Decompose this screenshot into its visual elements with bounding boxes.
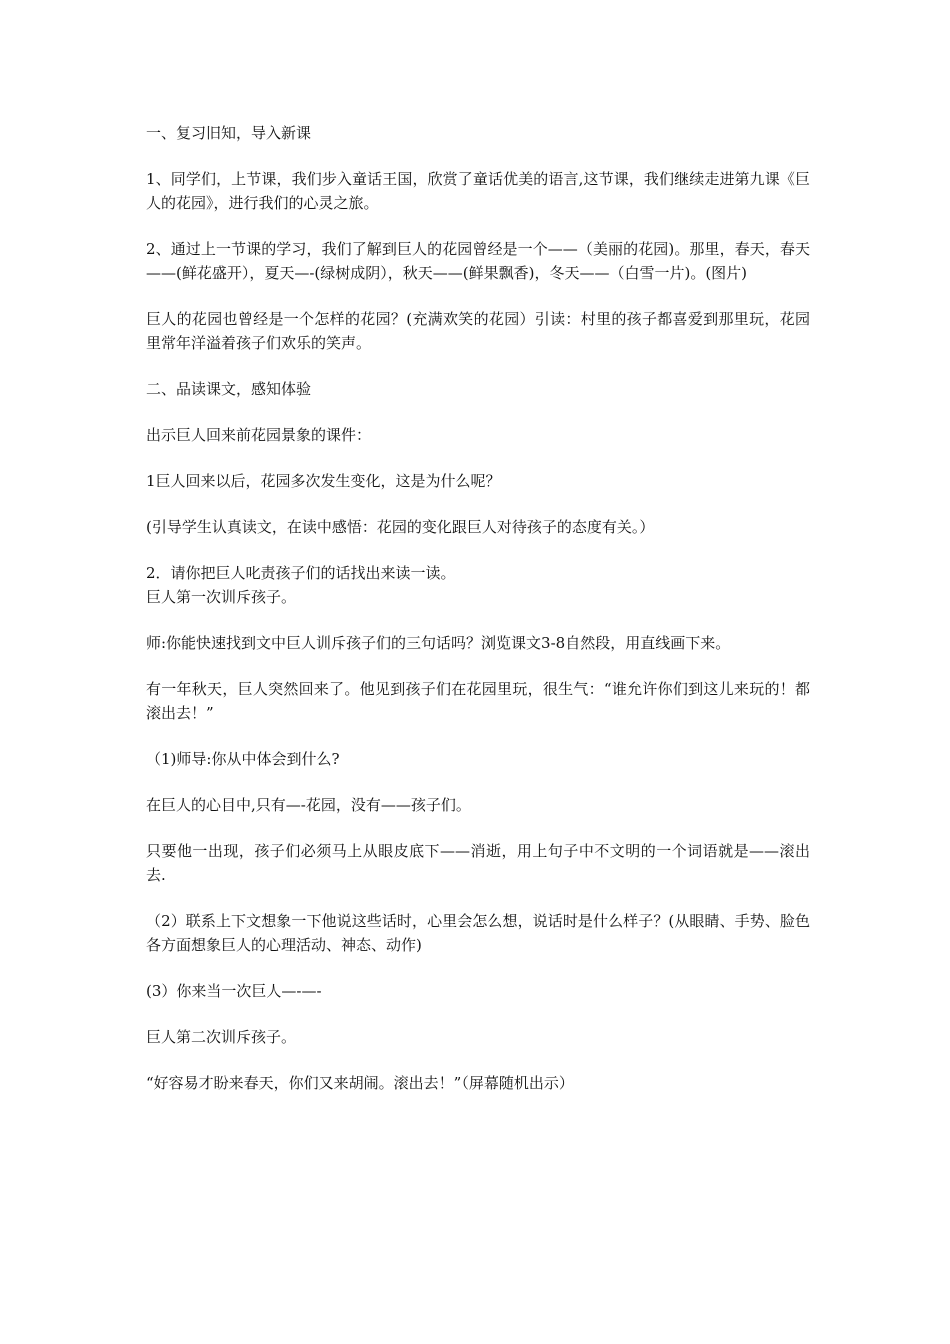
paragraph-16: (3）你来当一次巨人—-—- [146, 982, 322, 1000]
paragraph-3: 巨人的花园也曾经是一个怎样的花园？(充满欢笑的花园）引读：村里的孩子都喜爱到那里玩，花园里常年洋溢着孩子们欢乐的笑声。 [146, 310, 810, 352]
paragraph-7: (引导学生认真读文，在读中感悟：花园的变化跟巨人对待孩子的态度有关。） [146, 518, 655, 536]
document-body [146, 121, 810, 1117]
paragraph-2: 2、通过上一节课的学习，我们了解到巨人的花园曾经是一个——（美丽的花园)。那里，春天，春天——(鲜花盛开），夏天—-(绿树成阴），秋天——(鲜果飘香)，冬天——（白雪一片)。(图片) [146, 240, 810, 282]
paragraph-9: 巨人第一次训斥孩子。 [146, 588, 297, 606]
paragraph-5: 出示巨人回来前花园景象的课件： [146, 426, 372, 444]
paragraph-18: “好容易才盼来春天，你们又来胡闹。滚出去！”（屏幕随机出示） [146, 1074, 574, 1092]
paragraph-17: 巨人第二次训斥孩子。 [146, 1028, 297, 1046]
paragraph-13: 在巨人的心目中,只有—-花园，没有——孩子们。 [146, 796, 471, 814]
paragraph-8: 2．请你把巨人叱责孩子们的话找出来读一读。 [146, 564, 456, 582]
paragraph-12: （1)师导:你从中体会到什么? [146, 750, 340, 768]
paragraph-11: 有一年秋天，巨人突然回来了。他见到孩子们在花园里玩，很生气：“谁允许你们到这儿来玩的！都滚出去！” [146, 680, 810, 722]
section-heading-reading: 二、品读课文，感知体验 [146, 380, 312, 398]
paragraph-1: 1、同学们，上节课，我们步入童话王国，欣赏了童话优美的语言,这节课，我们继续走进第九课《巨人的花园》，进行我们的心灵之旅。 [146, 170, 810, 212]
section-heading-review: 一、复习旧知，导入新课 [146, 124, 312, 142]
paragraph-15: （2）联系上下文想象一下他说这些话时，心里会怎么想，说话时是什么样子？(从眼睛、手势、脸色各方面想象巨人的心理活动、神态、动作) [146, 912, 810, 954]
paragraph-6: 1巨人回来以后，花园多次发生变化，这是为什么呢？ [146, 472, 501, 490]
paragraph-10: 师:你能快速找到文中巨人训斥孩子们的三句话吗？浏览课文3-8自然段，用直线画下来。 [146, 634, 731, 652]
paragraph-14: 只要他一出现，孩子们必须马上从眼皮底下——消逝，用上句子中不文明的一个词语就是——滚出去. [146, 842, 810, 884]
